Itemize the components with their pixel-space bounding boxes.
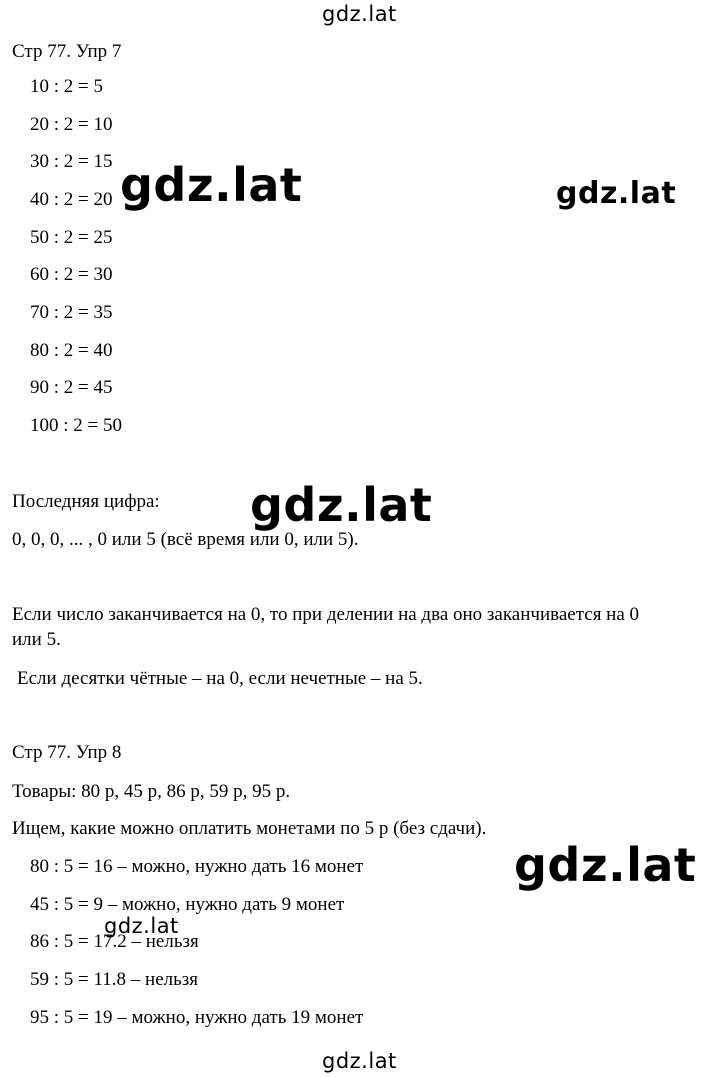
- exercise7-line: 30 : 2 = 15: [30, 151, 113, 172]
- exercise8-heading: Стр 77. Упр 8: [12, 742, 122, 763]
- watermark-top: gdz.lat: [322, 2, 397, 26]
- exercise7-line: 40 : 2 = 20: [30, 189, 113, 210]
- exercise8-goods: Товары: 80 р, 45 р, 86 р, 59 р, 95 р.: [12, 781, 291, 802]
- watermark-mid-left: gdz.lat: [120, 158, 303, 212]
- last-digit-label: Последняя цифра:: [12, 491, 160, 512]
- last-digit-text: 0, 0, 0, ... , 0 или 5 (всё время или 0, или 5).: [12, 529, 359, 550]
- exercise7-line: 80 : 2 = 40: [30, 340, 113, 361]
- watermark-lower-small: gdz.lat: [104, 914, 179, 938]
- conclusion-line: Если число заканчивается на 0, то при делении на два оно заканчивается на 0: [12, 604, 640, 625]
- exercise7-line: 60 : 2 = 30: [30, 264, 113, 285]
- exercise8-line: 95 : 5 = 19 – можно, нужно дать 19 монет: [30, 1007, 364, 1028]
- exercise7-line: 20 : 2 = 10: [30, 114, 113, 135]
- conclusion-line: Если десятки чётные – на 0, если нечетные – на 5.: [17, 668, 423, 689]
- exercise7-line: 100 : 2 = 50: [30, 415, 122, 436]
- exercise7-heading: Стр 77. Упр 7: [12, 41, 122, 62]
- watermark-bottom: gdz.lat: [322, 1049, 397, 1073]
- watermark-center: gdz.lat: [250, 478, 433, 532]
- exercise8-line: 59 : 5 = 11.8 – нельзя: [30, 969, 199, 990]
- exercise8-line: 86 : 5 = 17.2 – нельзя: [30, 931, 199, 952]
- exercise7-line: 70 : 2 = 35: [30, 302, 113, 323]
- watermark-mid-right: gdz.lat: [556, 176, 677, 211]
- exercise7-line: 50 : 2 = 25: [30, 227, 113, 248]
- exercise8-line: 45 : 5 = 9 – можно, нужно дать 9 монет: [30, 894, 345, 915]
- exercise8-task: Ищем, какие можно оплатить монетами по 5 р (без сдачи).: [12, 818, 487, 839]
- watermark-lower-right: gdz.lat: [514, 838, 697, 892]
- exercise7-line: 90 : 2 = 45: [30, 377, 113, 398]
- conclusion-line: или 5.: [12, 629, 61, 650]
- exercise7-line: 10 : 2 = 5: [30, 76, 103, 97]
- exercise8-line: 80 : 5 = 16 – можно, нужно дать 16 монет: [30, 856, 364, 877]
